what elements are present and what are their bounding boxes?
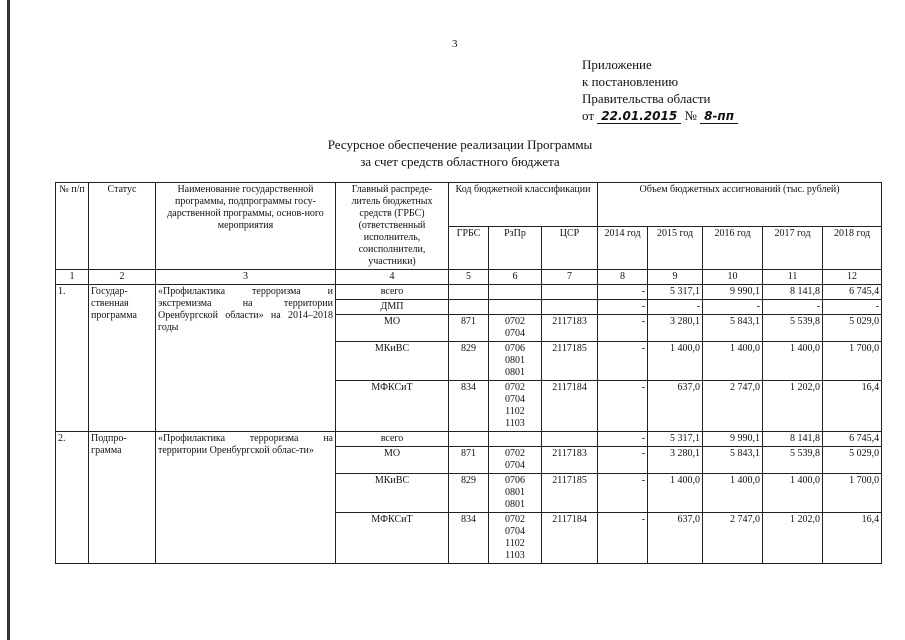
cell-code-rzpr: 0706 0801 0801 bbox=[489, 474, 542, 513]
cell-2017: 5 539,8 bbox=[763, 447, 823, 474]
cell-2015: 637,0 bbox=[648, 381, 703, 432]
cell-code-grbs: 829 bbox=[449, 474, 489, 513]
cell-2018: 1 700,0 bbox=[823, 342, 882, 381]
cell-2017: 1 202,0 bbox=[763, 381, 823, 432]
cell-code-grbs bbox=[449, 285, 489, 300]
cell-2015: 1 400,0 bbox=[648, 342, 703, 381]
cell-2015: 1 400,0 bbox=[648, 474, 703, 513]
cell-grbs: МКиВС bbox=[336, 342, 449, 381]
header-name: Наименование государственной программы, подпрограммы госу-дарственной программы, основ-ного мероприятия bbox=[156, 183, 336, 270]
title-line-1: Ресурсное обеспечение реализации Программы bbox=[327, 137, 593, 152]
cell-2018: 6 745,4 bbox=[823, 285, 882, 300]
cell-grbs: всего bbox=[336, 432, 449, 447]
title-line-2: за счет средств областного бюджета bbox=[360, 154, 560, 169]
cell-code-csr: 2117183 bbox=[542, 447, 598, 474]
cell-code-grbs: 871 bbox=[449, 447, 489, 474]
cell-2017: 1 400,0 bbox=[763, 474, 823, 513]
cell-2018: 5 029,0 bbox=[823, 447, 882, 474]
cell-2014: - bbox=[598, 447, 648, 474]
cell-code-rzpr: 0702 0704 bbox=[489, 315, 542, 342]
document-title bbox=[200, 136, 720, 170]
cell-2014: - bbox=[598, 381, 648, 432]
cell-2015: 637,0 bbox=[648, 513, 703, 564]
annex-date-line bbox=[582, 107, 738, 124]
cell-grbs: ДМП bbox=[336, 300, 449, 315]
column-number: 10 bbox=[703, 270, 763, 285]
cell-grbs: МКиВС bbox=[336, 474, 449, 513]
column-number: 12 bbox=[823, 270, 882, 285]
cell-2016: - bbox=[703, 300, 763, 315]
column-number: 1 bbox=[56, 270, 89, 285]
cell-2017: 1 400,0 bbox=[763, 342, 823, 381]
cell-2015: 5 317,1 bbox=[648, 432, 703, 447]
cell-2015: - bbox=[648, 300, 703, 315]
cell-grbs: всего bbox=[336, 285, 449, 300]
column-number: 4 bbox=[336, 270, 449, 285]
header-volume-group: Объем бюджетных ассигнований (тыс. рублей) bbox=[598, 183, 882, 227]
cell-2016: 5 843,1 bbox=[703, 315, 763, 342]
annex-number-sign: № bbox=[684, 108, 697, 123]
cell-code-rzpr: 0702 0704 bbox=[489, 447, 542, 474]
cell-2017: 1 202,0 bbox=[763, 513, 823, 564]
annex-line-1: Приложение bbox=[582, 57, 652, 72]
column-number: 3 bbox=[156, 270, 336, 285]
cell-code-grbs: 829 bbox=[449, 342, 489, 381]
cell-2015: 5 317,1 bbox=[648, 285, 703, 300]
cell-code-csr: 2117185 bbox=[542, 474, 598, 513]
cell-code-csr bbox=[542, 432, 598, 447]
annex-line-3: Правительства области bbox=[582, 91, 711, 106]
cell-2016: 2 747,0 bbox=[703, 513, 763, 564]
cell-grbs: МФКСиТ bbox=[336, 381, 449, 432]
cell-code-grbs: 834 bbox=[449, 381, 489, 432]
cell-code-grbs bbox=[449, 300, 489, 315]
header-year-2018: 2018 год bbox=[823, 226, 882, 270]
header-num: № п/п bbox=[56, 183, 89, 270]
cell-code-rzpr bbox=[489, 285, 542, 300]
annex-block bbox=[582, 56, 738, 124]
row-number: 1. bbox=[56, 285, 89, 432]
header-code-csr: ЦСР bbox=[542, 226, 598, 270]
column-number: 11 bbox=[763, 270, 823, 285]
annex-line-2: к постановлению bbox=[582, 74, 679, 89]
header-year-2015: 2015 год bbox=[648, 226, 703, 270]
header-grbs: Главный распреде-литель бюджетных средств (ГРБС) (ответственный исполнитель, соисполнители, участники) bbox=[336, 183, 449, 270]
cell-2016: 2 747,0 bbox=[703, 381, 763, 432]
cell-code-grbs: 834 bbox=[449, 513, 489, 564]
cell-2016: 9 990,1 bbox=[703, 285, 763, 300]
annex-date: 22.01.2015 bbox=[597, 110, 681, 124]
header-status: Статус bbox=[89, 183, 156, 270]
row-status: Подпро-грамма bbox=[89, 432, 156, 564]
cell-grbs: МО bbox=[336, 315, 449, 342]
row-program-name: «Профилактика терроризма на территории Оренбургской облас-ти» bbox=[156, 432, 336, 564]
header-year-2014: 2014 год bbox=[598, 226, 648, 270]
cell-2018: 16,4 bbox=[823, 513, 882, 564]
cell-2018: - bbox=[823, 300, 882, 315]
cell-grbs: МФКСиТ bbox=[336, 513, 449, 564]
cell-2014: - bbox=[598, 300, 648, 315]
column-number: 9 bbox=[648, 270, 703, 285]
cell-2016: 5 843,1 bbox=[703, 447, 763, 474]
row-program-name: «Профилактика терроризма и экстремизма на территории Оренбургской области» на 2014–2018 годы bbox=[156, 285, 336, 432]
cell-2018: 6 745,4 bbox=[823, 432, 882, 447]
cell-2018: 1 700,0 bbox=[823, 474, 882, 513]
cell-2016: 1 400,0 bbox=[703, 342, 763, 381]
column-number: 6 bbox=[489, 270, 542, 285]
cell-code-rzpr: 0702 0704 1102 1103 bbox=[489, 381, 542, 432]
cell-2015: 3 280,1 bbox=[648, 315, 703, 342]
column-number: 7 bbox=[542, 270, 598, 285]
cell-code-rzpr: 0702 0704 1102 1103 bbox=[489, 513, 542, 564]
cell-code-csr: 2117183 bbox=[542, 315, 598, 342]
resource-table bbox=[55, 182, 882, 564]
cell-2014: - bbox=[598, 432, 648, 447]
cell-code-rzpr: 0706 0801 0801 bbox=[489, 342, 542, 381]
cell-2016: 1 400,0 bbox=[703, 474, 763, 513]
cell-2018: 16,4 bbox=[823, 381, 882, 432]
cell-code-csr: 2117184 bbox=[542, 513, 598, 564]
cell-code-grbs: 871 bbox=[449, 315, 489, 342]
table-row bbox=[56, 285, 882, 300]
cell-2015: 3 280,1 bbox=[648, 447, 703, 474]
annex-number: 8-пп bbox=[700, 110, 738, 124]
column-number: 8 bbox=[598, 270, 648, 285]
header-row-1 bbox=[56, 183, 882, 227]
cell-code-csr: 2117184 bbox=[542, 381, 598, 432]
column-number-row bbox=[56, 270, 882, 285]
cell-grbs: МО bbox=[336, 447, 449, 474]
cell-2014: - bbox=[598, 315, 648, 342]
cell-2017: 5 539,8 bbox=[763, 315, 823, 342]
scan-edge bbox=[7, 0, 10, 640]
cell-2014: - bbox=[598, 285, 648, 300]
annex-from-label: от bbox=[582, 108, 595, 123]
cell-2017: 8 141,8 bbox=[763, 432, 823, 447]
cell-2018: 5 029,0 bbox=[823, 315, 882, 342]
cell-2014: - bbox=[598, 513, 648, 564]
table-row bbox=[56, 432, 882, 447]
cell-2017: - bbox=[763, 300, 823, 315]
cell-code-rzpr bbox=[489, 300, 542, 315]
header-code-group: Код бюджетной классификации bbox=[449, 183, 598, 227]
cell-code-grbs bbox=[449, 432, 489, 447]
cell-code-csr bbox=[542, 285, 598, 300]
header-year-2016: 2016 год bbox=[703, 226, 763, 270]
row-status: Государ-ственная программа bbox=[89, 285, 156, 432]
header-code-rzpr: РзПр bbox=[489, 226, 542, 270]
cell-2017: 8 141,8 bbox=[763, 285, 823, 300]
column-number: 5 bbox=[449, 270, 489, 285]
header-code-grbs: ГРБС bbox=[449, 226, 489, 270]
column-number: 2 bbox=[89, 270, 156, 285]
cell-2016: 9 990,1 bbox=[703, 432, 763, 447]
cell-code-rzpr bbox=[489, 432, 542, 447]
header-year-2017: 2017 год bbox=[763, 226, 823, 270]
row-number: 2. bbox=[56, 432, 89, 564]
cell-code-csr: 2117185 bbox=[542, 342, 598, 381]
cell-2014: - bbox=[598, 474, 648, 513]
table-body bbox=[56, 285, 882, 564]
page-number: 3 bbox=[452, 38, 458, 50]
cell-code-csr bbox=[542, 300, 598, 315]
cell-2014: - bbox=[598, 342, 648, 381]
